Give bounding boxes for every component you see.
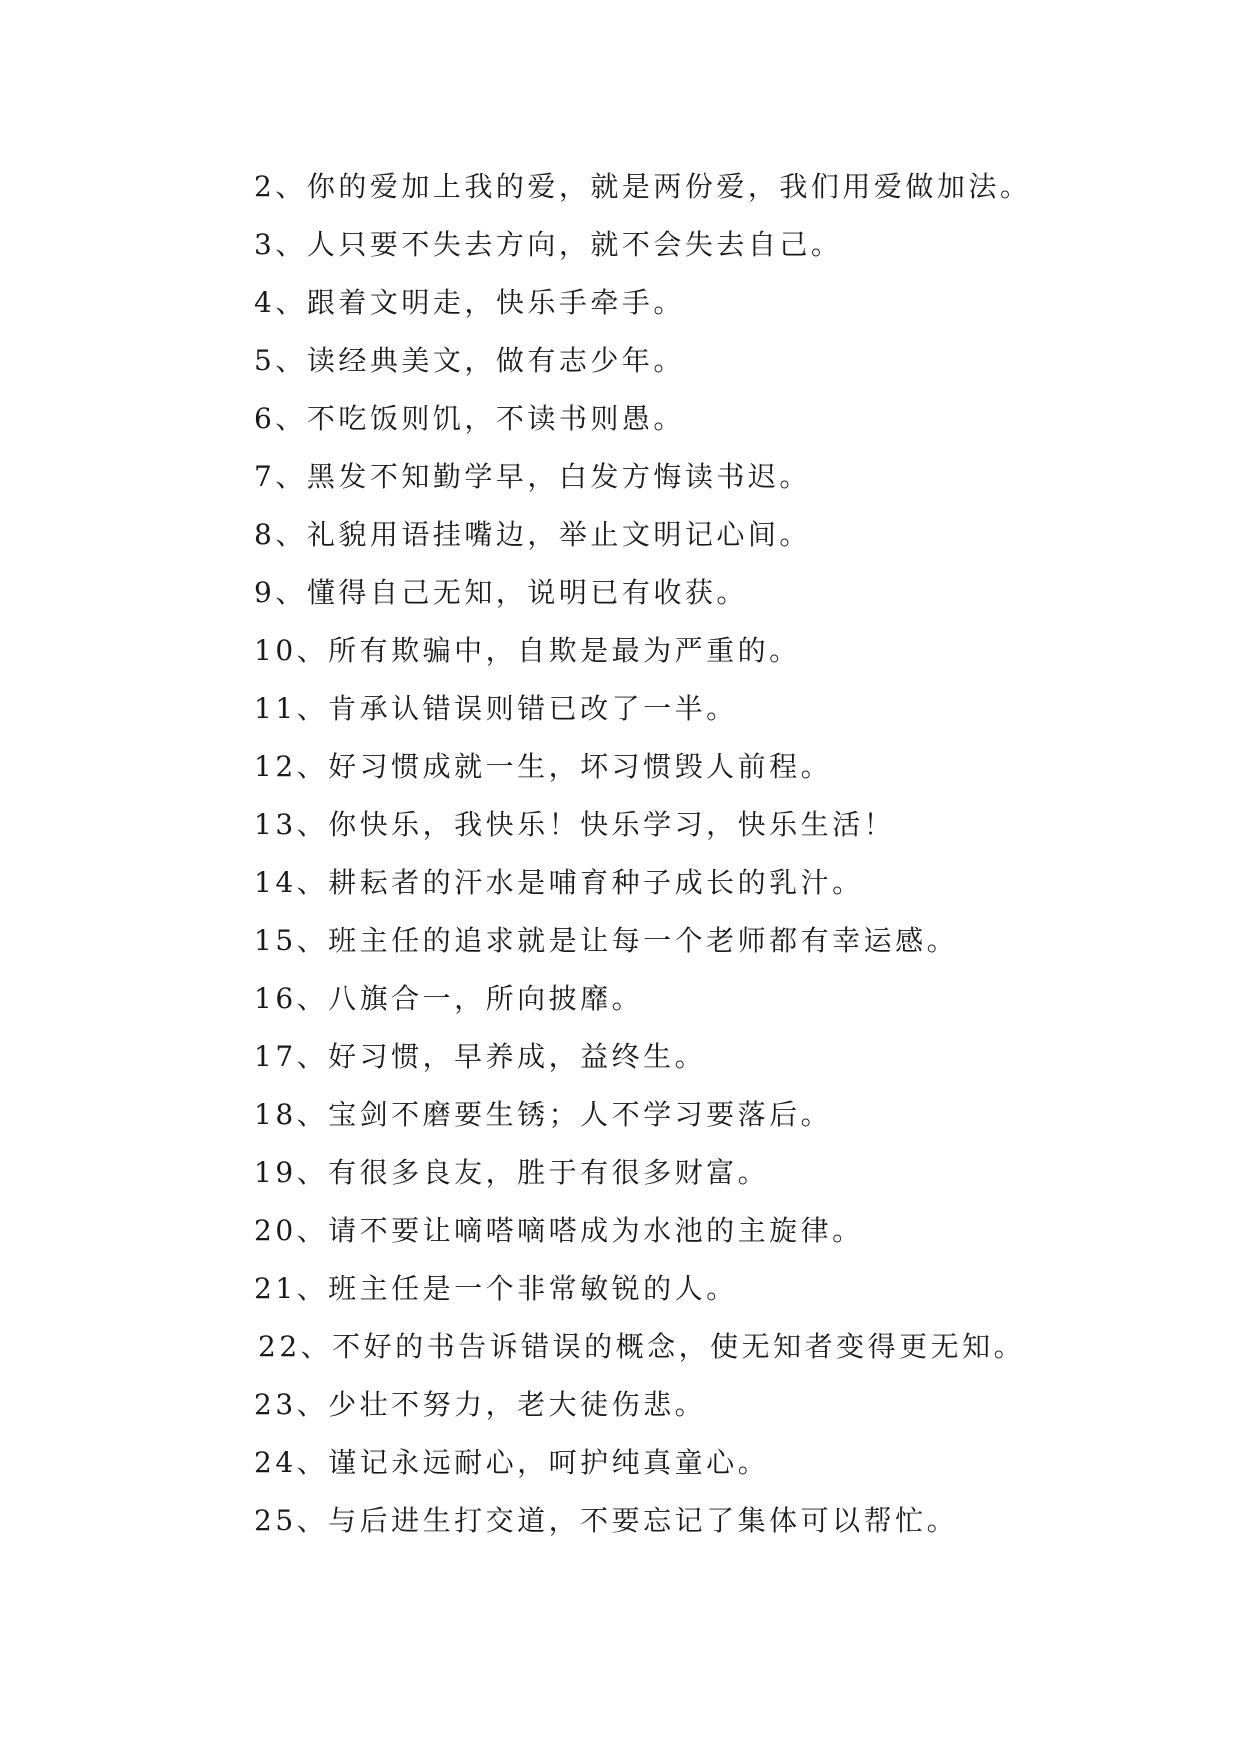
list-item: 17、好习惯，早养成，益终生。 xyxy=(254,1040,707,1073)
list-item: 11、肯承认错误则错已改了一半。 xyxy=(254,692,738,725)
list-item: 25、与后进生打交道，不要忘记了集体可以帮忙。 xyxy=(254,1504,959,1537)
list-item: 3、人只要不失去方向，就不会失去自己。 xyxy=(254,228,843,261)
list-item: 2、你的爱加上我的爱，就是两份爱，我们用爱做加法。 xyxy=(254,170,1032,203)
list-item: 10、所有欺骗中，自欺是最为严重的。 xyxy=(254,634,801,667)
list-item: 20、请不要让嘀嗒嘀嗒成为水池的主旋律。 xyxy=(254,1214,864,1247)
list-item: 5、读经典美文，做有志少年。 xyxy=(254,344,685,377)
list-item: 8、礼貌用语挂嘴边，举止文明记心间。 xyxy=(254,518,811,551)
list-item: 18、宝剑不磨要生锈；人不学习要落后。 xyxy=(254,1098,833,1131)
slogan-list xyxy=(254,158,1214,1550)
list-item: 23、少壮不努力，老大徒伤悲。 xyxy=(254,1388,707,1421)
list-item: 19、有很多良友，胜于有很多财富。 xyxy=(254,1156,770,1189)
list-item: 24、谨记永远耐心，呵护纯真童心。 xyxy=(254,1446,770,1479)
list-item: 15、班主任的追求就是让每一个老师都有幸运感。 xyxy=(254,924,959,957)
list-item: 14、耕耘者的汗水是哺育种子成长的乳汁。 xyxy=(254,866,864,899)
list-item: 6、不吃饭则饥，不读书则愚。 xyxy=(254,402,685,435)
list-item: 22、不好的书告诉错误的概念，使无知者变得更无知。 xyxy=(258,1330,1026,1363)
list-item: 16、八旗合一，所向披靡。 xyxy=(254,982,644,1015)
list-item: 7、黑发不知勤学早，白发方悔读书迟。 xyxy=(254,460,811,493)
list-item: 21、班主任是一个非常敏锐的人。 xyxy=(254,1272,738,1305)
list-item: 12、好习惯成就一生，坏习惯毁人前程。 xyxy=(254,750,833,783)
list-item: 4、跟着文明走，快乐手牵手。 xyxy=(254,286,685,319)
list-item: 13、你快乐，我快乐！快乐学习，快乐生活！ xyxy=(254,808,896,841)
list-item: 9、懂得自己无知，说明已有收获。 xyxy=(254,576,748,609)
